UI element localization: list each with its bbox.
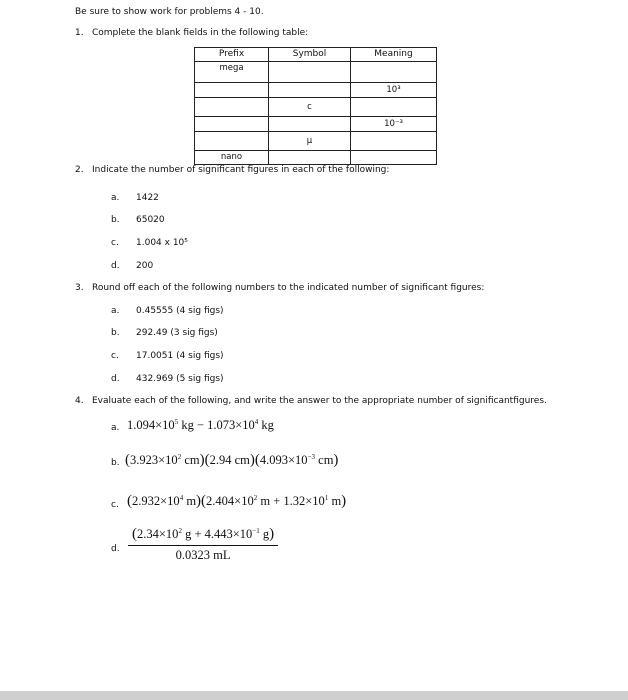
meaning-cell: 10⁻³ [351, 116, 437, 131]
q4b-expression: ($3.923\times 10^2$ cm)(2.94 $cm)(4.093\times 10^{-3}$ cm) [125, 452, 339, 468]
q4d-denominator: 0.0323 mL [175, 548, 231, 562]
prefix-cell [195, 131, 269, 150]
prefix-cell: mega [195, 61, 269, 82]
q4a-expression: $1.094\times 10^5$ kg − $1.073\times 10^4$ kg [127, 418, 274, 432]
q2-item-value: 65020 [136, 215, 165, 225]
q2-item-value: 1.004 x 10⁵ [136, 238, 188, 248]
header-meaning: Meaning [351, 48, 437, 62]
q3-number: 3. [75, 283, 84, 293]
meaning-cell: 10³ [351, 82, 437, 97]
q2-item-label: b. [111, 215, 120, 225]
q3-item-label: d. [111, 374, 120, 384]
q3-item-label: b. [111, 328, 120, 338]
symbol-cell [269, 61, 351, 82]
q2-item-label: c. [111, 238, 119, 248]
meaning-cell [351, 131, 437, 150]
q4-number: 4. [75, 396, 84, 406]
header-prefix: Prefix [195, 48, 269, 62]
q4d-numerator: ($2.34\times 10^2$ $g + 4.443\times 10^{-1}$ g) [128, 526, 278, 546]
symbol-cell [269, 82, 351, 97]
symbol-cell [269, 150, 351, 164]
q4d-label: d. [111, 544, 120, 554]
q2-item-label: a. [111, 193, 120, 203]
header-symbol: Symbol [269, 48, 351, 62]
q1-text: Complete the blank fields in the following table: [92, 28, 309, 38]
table-row [195, 150, 437, 164]
q3-text: Round off each of the following numbers to the indicated number of significant figures: [92, 283, 485, 293]
table-row [195, 82, 437, 97]
prefix-cell: nano [195, 150, 269, 164]
symbol-cell [269, 116, 351, 131]
q2-item-value: 1422 [136, 193, 159, 203]
q4-text: Evaluate each of the following, and write the answer to the appropriate number of significantfigures. [92, 396, 547, 406]
prefix-cell [195, 82, 269, 97]
table-row [195, 97, 437, 116]
prefix-cell [195, 116, 269, 131]
symbol-cell: c [269, 97, 351, 116]
meaning-cell [351, 97, 437, 116]
symbol-cell: μ [269, 131, 351, 150]
q3-item-label: c. [111, 351, 119, 361]
table-row [195, 116, 437, 131]
q2-text: Indicate the number of significant figures in each of the following: [92, 165, 390, 175]
table-header-row [195, 48, 437, 62]
bottom-edge-bar [0, 691, 628, 700]
q3-item-value: 17.0051 (4 sig figs) [136, 351, 224, 361]
table-row [195, 131, 437, 150]
q3-item-label: a. [111, 306, 120, 316]
q4d-fraction [128, 526, 278, 563]
q1-number: 1. [75, 28, 84, 38]
q3-item-value: 432.969 (5 sig figs) [136, 374, 224, 384]
q2-item-label: d. [111, 261, 120, 271]
q3-item-value: 0.45555 (4 sig figs) [136, 306, 224, 316]
q4c-label: c. [111, 500, 119, 510]
meaning-cell [351, 150, 437, 164]
q2-item-value: 200 [136, 261, 154, 271]
si-prefix-table [194, 47, 437, 165]
q4c-expression: ($2.932\times 10^4$ $m)(2.404\times 10^2$ $m + 1.32\times 10^1$ m) [127, 493, 347, 509]
meaning-cell [351, 61, 437, 82]
table-row [195, 61, 437, 82]
q2-number: 2. [75, 165, 84, 175]
prefix-cell [195, 97, 269, 116]
q3-item-value: 292.49 (3 sig figs) [136, 328, 218, 338]
q4a-label: a. [111, 423, 120, 433]
instructions-header: Be sure to show work for problems 4 - 10. [75, 7, 264, 17]
q4b-label: b. [111, 458, 120, 468]
